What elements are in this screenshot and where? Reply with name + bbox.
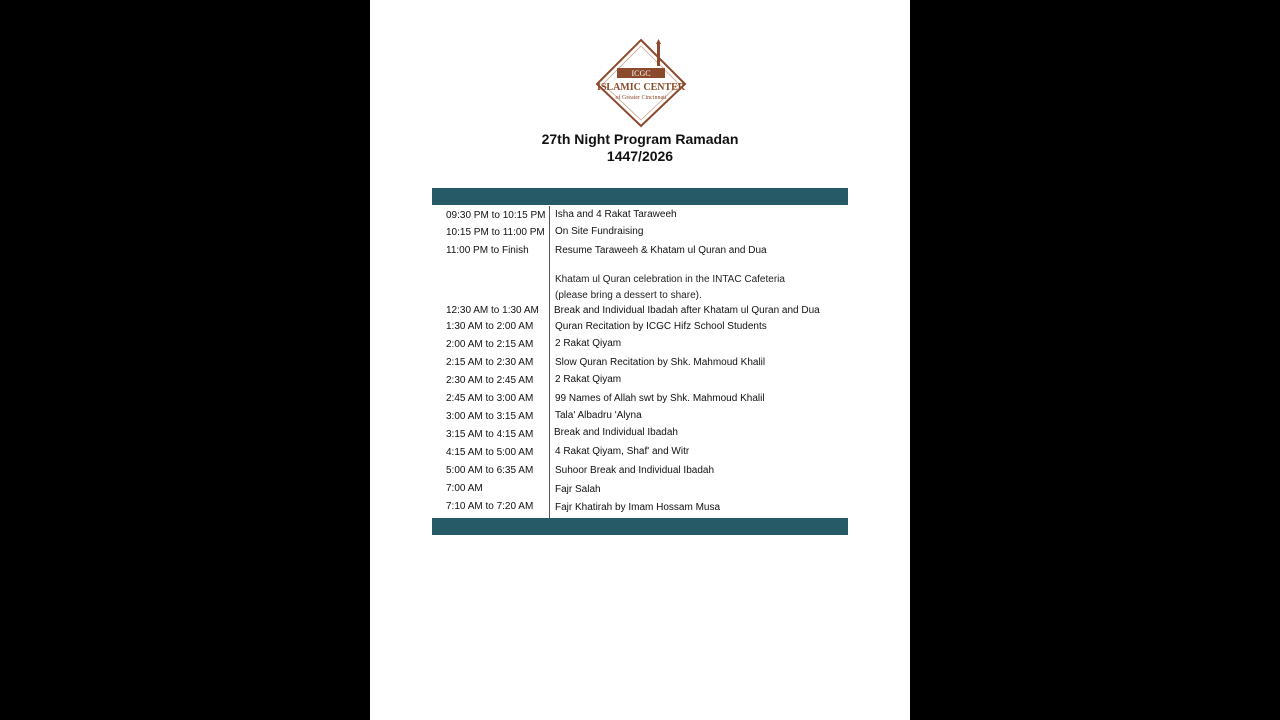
table-footer-bar [432, 518, 848, 535]
logo-abbrev: ICGC [631, 69, 651, 78]
schedule-time: 12:30 AM to 1:30 AM [446, 305, 539, 316]
khatam-note-line2: (please bring a dessert to share). [555, 290, 702, 301]
schedule-event: 4 Rakat Qiyam, Shaf' and Witr [555, 446, 690, 457]
logo-subtitle: of Greater Cincinnati [615, 95, 667, 101]
schedule-event: Slow Quran Recitation by Shk. Mahmoud Khalil [555, 357, 766, 368]
logo-name: ISLAMIC CENTER [596, 82, 686, 93]
schedule-time: 09:30 PM to 10:15 PM [446, 210, 546, 221]
schedule-event: Suhoor Break and Individual Ibadah [555, 465, 715, 476]
schedule-event: On Site Fundraising [555, 226, 644, 237]
schedule-time: 1:30 AM to 2:00 AM [446, 321, 534, 332]
schedule-time: 7:00 AM [446, 483, 483, 494]
schedule-event: Fajr Salah [555, 484, 601, 495]
schedule-event: Break and Individual Ibadah [554, 427, 678, 438]
schedule-event: 99 Names of Allah swt by Shk. Mahmoud Khalil [555, 393, 765, 404]
schedule-event: Isha and 4 Rakat Taraweeh [555, 209, 677, 220]
page-subtitle: 1447/2026 [606, 148, 674, 164]
schedule-time: 4:15 AM to 5:00 AM [446, 447, 534, 458]
schedule-time: 10:15 PM to 11:00 PM [446, 227, 545, 238]
page-title: 27th Night Program Ramadan [541, 131, 739, 147]
schedule-time: 11:00 PM to Finish [446, 245, 529, 256]
schedule-event: 2 Rakat Qiyam [555, 338, 622, 349]
schedule-event: Resume Taraweeh & Khatam ul Quran and Dua [555, 245, 767, 256]
schedule-event: Tala' Albadru 'Alyna [555, 410, 642, 421]
schedule-time: 2:00 AM to 2:15 AM [446, 339, 534, 350]
khatam-note-line1: Khatam ul Quran celebration in the INTAC Cafeteria [555, 274, 785, 285]
schedule-event: Quran Recitation by ICGC Hifz School Students [555, 321, 767, 332]
schedule-event: Break and Individual Ibadah after Khatam ul Quran and Dua [554, 305, 820, 316]
table-header-bar [432, 188, 848, 205]
schedule-time: 3:15 AM to 4:15 AM [446, 429, 534, 440]
schedule-event: 2 Rakat Qiyam [555, 374, 622, 385]
islamic-center-logo [595, 38, 687, 128]
document-page [370, 0, 910, 720]
schedule-time: 5:00 AM to 6:35 AM [446, 465, 534, 476]
schedule-time: 2:15 AM to 2:30 AM [446, 357, 534, 368]
schedule-time: 7:10 AM to 7:20 AM [446, 501, 534, 512]
column-divider [549, 206, 550, 518]
schedule-time: 3:00 AM to 3:15 AM [446, 411, 534, 422]
schedule-time: 2:45 AM to 3:00 AM [446, 393, 534, 404]
schedule-event: Fajr Khatirah by Imam Hossam Musa [555, 502, 721, 513]
schedule-time: 2:30 AM to 2:45 AM [446, 375, 534, 386]
